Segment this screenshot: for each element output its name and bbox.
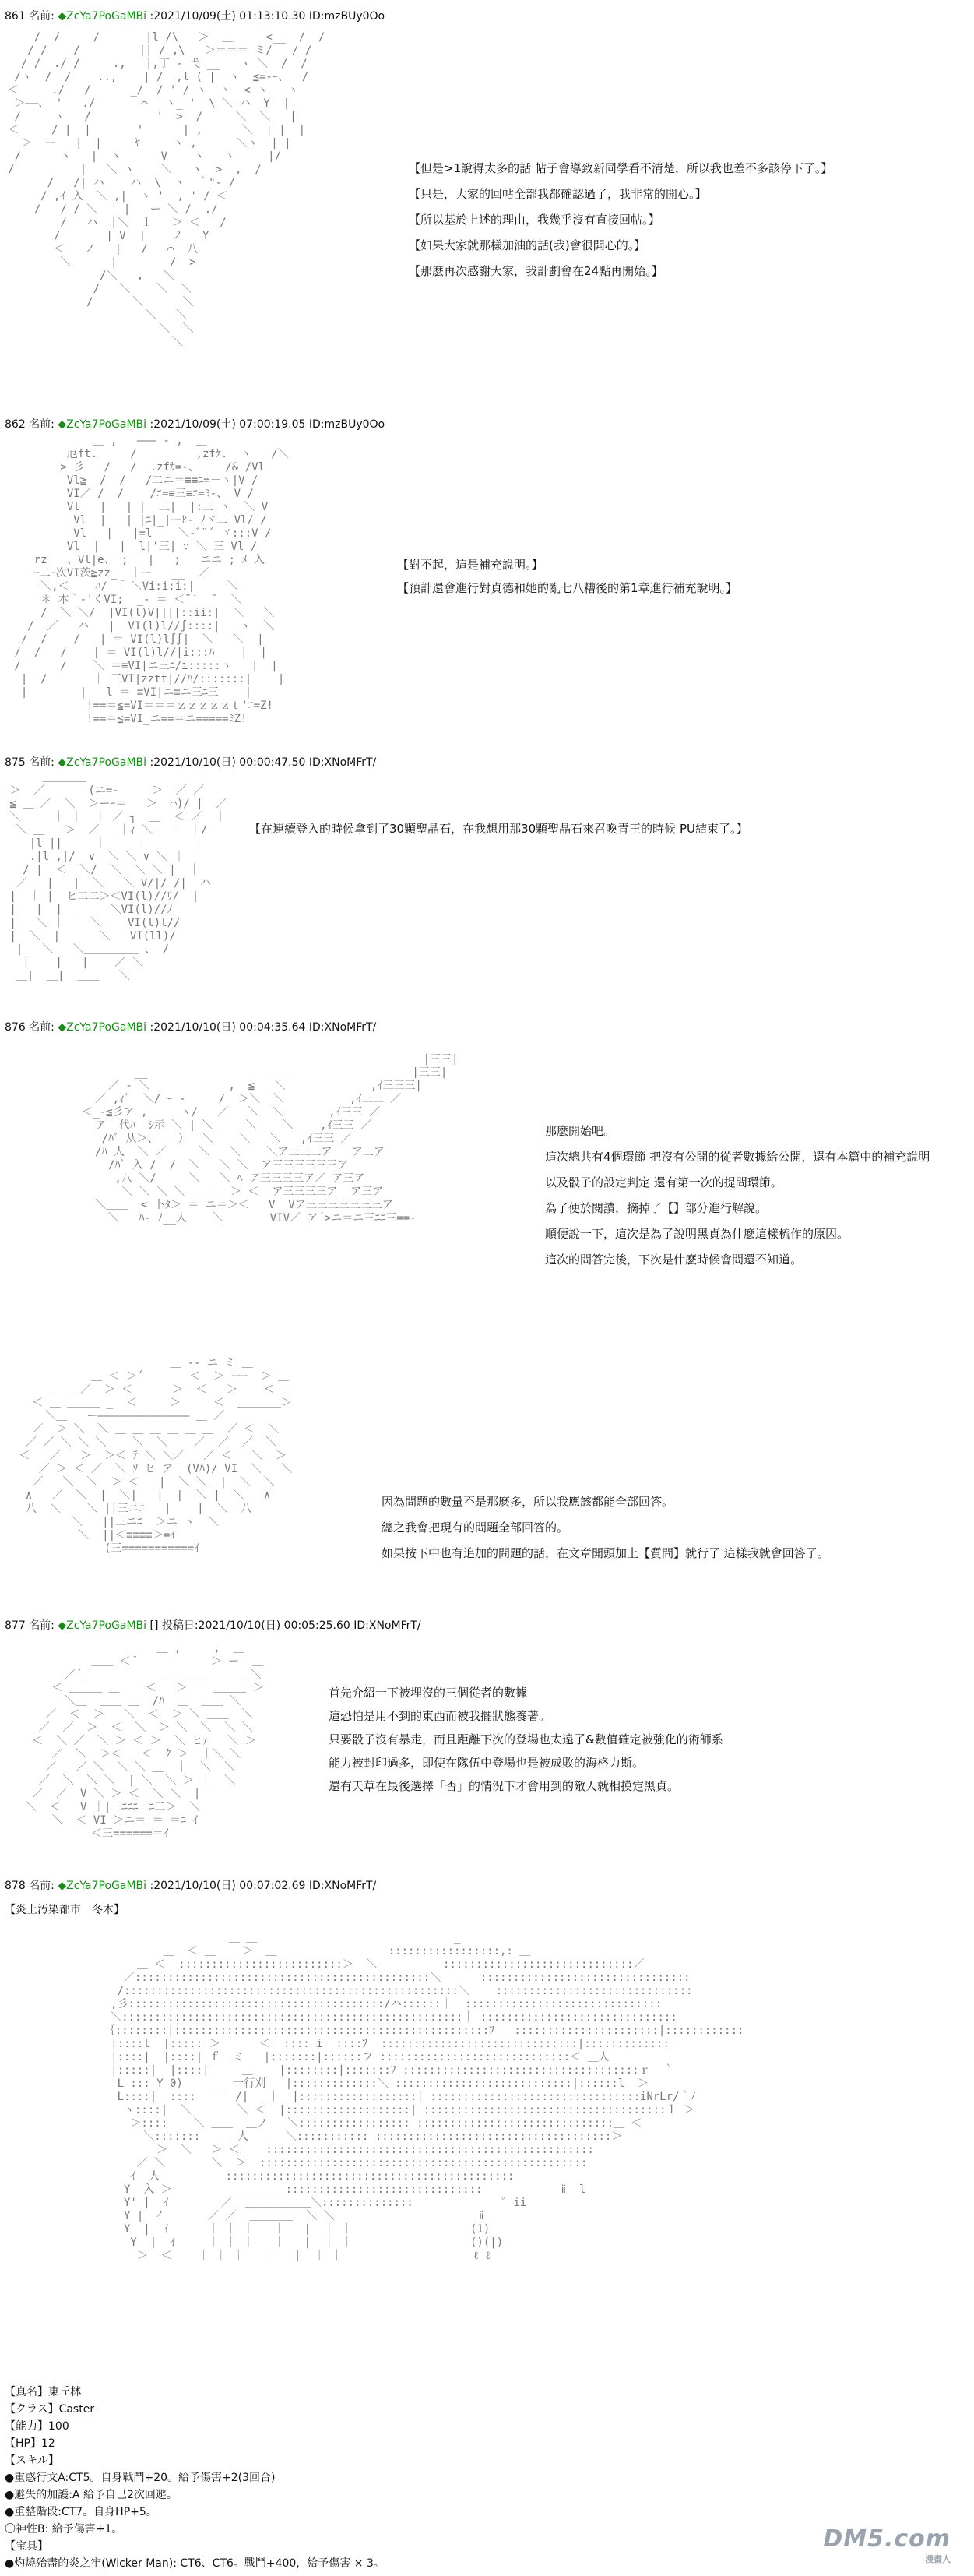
servant-stats [5,2384,385,2572]
text-line: 首先介紹一下被埋沒的三個從者的數據 [329,1686,528,1700]
name-label: 名前: [29,10,55,23]
text-line: 還有天草在最後選擇「否」的情況下才會用到的敵人就相摸定黑貞。 [329,1779,680,1793]
text-line: 總之我會把現有的問題全部回答的。 [382,1521,569,1535]
ascii-art: / / / |l /\ ＞ ＿ <__ / / / / / || / ,\ ＞＝＝＝ ミ/ / / / / ./ / ., |,丁 ‐ 弋 __ ヽ ＼ / / /ヽ / / .., | / ,l ( | ヽ ≦=‐ｰ、 / ＜ ./ / _/ / ' / ヽ ヽ < ヽ ヽ ＞――、 ' ./ ⌒￣ ヽ_ ' \ ＼ ハ Y | / ヽ / ' > / ＼ ＼ | ＜ / | | ' | , ＼ | | | ＞ ー | | ﾔ ヽ , ＼ヽ | | / ヽ | ヽ V ヽ ヽ |/ / | ＼ ヽ ＼ ヽ > , / / /| ハ ハ \ ヽ ｀"‐ / / ,ｲ 入 ＼ ,| ヽ ' , ' / ＜ / / / ＼ | ー ＼ / ./ / ハ |＼ ｌ ＞ ＜ / / | V | ノ Y ＜ ノ | / ⌒ 八 ＼ | / > /＼ , ＼ / ＼ ＼ ＼ / ＼ ＼ ＼ ＼ ＼ ＼ ＼ [8,31,325,348]
stat-line: 【スキル】 [5,2454,59,2467]
watermark-subtext: 漫畫人 [925,2554,951,2564]
post-number: 862 [5,418,26,431]
stat-line: ●避失的加護:A 給予自己2次回避。 [5,2489,178,2501]
text-line: 【如果大家就那樣加油的話(我)會很開心的。】 [409,238,646,252]
stat-line: ●重惑行文A:CT5。自身戰鬥+20。給予傷害+2(3回合) [5,2472,276,2484]
location-subtitle: 【炎上汚染都市 冬木】 [5,1904,125,1916]
text-line: 這恐怕是用不到的東西而被我擺狀態養著。 [329,1709,551,1723]
post-number: 876 [5,1021,26,1034]
name-label: 名前: [29,1619,55,1632]
post-text [545,1119,930,1273]
post-number: 877 [5,1619,26,1632]
name-label: 名前: [29,1021,55,1034]
text-line: 【在連續登入的時候拿到了30顆聖晶石，在我想用那30顆聖晶石來召喚青王的時候 PU結束了。】 [249,822,748,836]
tripcode[interactable]: ◆ZcYa7PoGaMBi [58,1619,147,1632]
post-header [5,1877,376,1893]
post-header [5,1019,376,1034]
text-line: 【對不起，這是補充說明。】 [397,558,543,572]
stat-line: ●灼燒殆盡的炎之牢(Wicker Man): CT6、CT6。戰鬥+400，給予傷害 × 3。 [5,2557,385,2570]
text-line: 為了便於閱讀，摘掉了【】部分進行解說。 [545,1201,768,1215]
post-header [5,1617,421,1633]
stat-line: 〇神性B: 給予傷害+1。 [5,2523,123,2535]
text-line: 如果按下中也有追加的問題的話，在文章開頭加上【質問】就行了 這樣我就會回答了。 [382,1546,829,1560]
text-line: 【那麽再次感謝大家，我計劃會在24點再開始。】 [409,264,663,278]
post-text [382,1489,829,1566]
text-line: 【預計還會進行對貞德和她的亂七八糟後的第1章進行補充說明。】 [397,581,738,595]
post-number: 878 [5,1880,26,1892]
ascii-art: ＿ ＿ _ ＿ ＜ ＿ ＞ ＿ :::::::::::::::::,: ＿ ＿ ＜ :::::::::::::::::::::::::＞ ＼ :::::::::::::::::::::::::::::／ ／:::::::::::::::::::::::::::::::::::::::::::::＼ :::::::::::::::::::::::::::::::: /:::::::::::::::::::::::::::::::::::::::::::::::::::＼ :::::::::::::::::::::::::::::: ,彡:::::::::::::::::::::::::::::::::::::::/ハ::::::｜ :::::::::::::::::::::::::::::: ＼::::::::::::::::::::::::::::::::::::::::::::::::::::｜ :::::::::::::::::::::::::::::: ｛::::::::|::::::::::::::::::::::::::::::::::::::::::::::::ﾌ ::::::::::::::::::::::|:::::::::::: |::::l |::::: ＞ ＜ :::: i ::::ﾌ ::::::::::::::::::::::::::::::|::::::::::::: |::::| |::::| ｆ ミ |:::::::|::::::フ :::::::::::::::::::::::::::::＜ ＿人_ |:::::| |::::| ＿ |::::::::|:::::::ﾌ ::::::::::::::::::::::::::::::::::::ｒ ｀ L ::: Y 0) ＿ 一行刈 |:::::::::::::＼ :::::::::::::::::::::::::::|::::::l ＞ L::::| :::: /| ｜ |::::::::::::::::::| ::::::::::::::::::::::::::::::::iNrLr/｀ﾉ ヽ::::| ＼ ＼ ＜ |:::::::::::::::::::| :::::::::::::::::::::::::::::::::::::ｌ ＞ ＞:::: ＼ ＿＿ ＿ノ ＼::::::::::::::::: ::::::::::::::::::::::::::::::＿ ＜ ＼::::::: ＿ 人 ＿ ＼::::::::::: ::::::::::::::::::::::::::::::::::::＞ ＞ ＼ ＞ ＜ :::::::::::::::::::::::::::::::::::::::::::::::::: ／ ＼ ＼ ＞ :::::::::::::::::::::::::::::::::::::::::::::::::: ｲ 人 :::::::::::::::::::::::::::::::::::::::::::: Y 入 ＞ ＿＿＿＿＿:::::::::::::::::::::::::::::: ⅱ l Y' | ｲ ／ ＿＿＿＿＿＿＼:::::::::::::: ﾟ ii Y | ｲ ／ ／ ＿＿＿＿ ＼ ＼ ⅱ Y | ｲ ｜ ｜ ｜ ｜ | ｜ ｜ (1) Y | ｲ ｜ ｜ ｜ ｜ | ｜ ｜ ()(|) ＞ ＜ ｜ ｜ ｜ ｜ | ｜ ｜ ℓ ℓ [104,1932,744,2262]
post-text [397,553,737,600]
name-label: 名前: [29,418,55,431]
tripcode[interactable]: ◆ZcYa7PoGaMBi [58,1880,147,1892]
text-line: 那麽開始吧。 [545,1124,616,1138]
text-line: 【但是>1說得太多的話 帖子會導致新同學看不清楚，所以我也差不多該停下了。】 [409,161,833,175]
post-header [5,416,385,432]
stat-line: 【クラス】Caster [5,2403,95,2416]
post-datetime: :2021/10/09(土) 01:13:10.30 ID:mzBUy0Oo [149,10,385,23]
ascii-art: ＿＿＿＿ ＞ ／ ＿ (ニ=- ＞ ／ ／ ≦ ＿ ／ ＼ ＞ーｰ＝ ＞ ⌒)/ | ／ ＼ ｜ ｜ ｜ ／ ┐ ＿ ＜ ／ ｜ ＼ ＿ ＞ ／ ｜ｨ ＼ ｜ ｜/ |l || ｜ ｜ ｜ ｜ .|l ,|/ ∨ ＼ ＼ ∨ ＼ ｜ / | ＜ ＼/ ＼ ＼ ＼ | ｜ ／ | | ＼ ＼ V/|/ /| ハ | ｜ | ヒ二二＞＜VI(l)//ﾘ/ | | | | ＿＿ ＼VI(l)//ﾉ | ＼ ｜ ＼ VI(l)l// | ＼ | ＼ VI(ll)/ | ＼ ＼＿＿＿＿＿ 、 / | | | ／ ＼ ＿| ＿| ＿＿ ＼ [9,771,227,982]
tripcode[interactable]: ◆ZcYa7PoGaMBi [58,756,147,769]
ascii-art: ＿ -‐ ニ ミ ＿ ＿ ＜ ＞´ ＜ ＞ ーｰ ＞ ＿ ＿＿ ／ ＞ ＜ ＞ ＜ ＞ ＜ ＿ ＜ ＿ ＿＿＿ _ ＜ ＞ ＜ ＿＿＿＿＞ ＼＿ ー―――――――――――――― ＿ ／ ／ ＞ ＼ ＼ ＿ ＿ ＿ ＿ ＿ ＿ ／ ＜ ＼ ／ ／ ＼ ＼ ＼ ＼ ＼ ／ ／ ／ ＼ ＜ ／ ＞ ＞＜ ﾃ ＼ ＼／ ／ ＜ ＼ ＞ ／ ＞ ＜ ／ ＼ ｿ ヒ ア (Vﾊ)/ VI ＼ ＼ ／ ＼ ＼ ＞ ＜ | ＼ ＼ | ＼ ＼ ∧ ／ ＼ | ＼| | | ＼ | ＼ ∧ 八 ＼ ＼ ||三ニﾆ | | ＼ 八 ＼ ||三ニﾆ ＞ニ ヽ ＼ ＼ ||＜≡≡≡≡＞=ｲ (三===========ｲ [19,1357,293,1555]
post-number: 861 [5,10,26,23]
stat-line: 【能力】100 [5,2420,69,2433]
text-line: 因為問題的數量不是那麽多，所以我應該都能全部回答。 [382,1495,674,1509]
text-line: 以及骰子的設定判定 還有第一次的提問環節。 [545,1175,782,1189]
tripcode[interactable]: ◆ZcYa7PoGaMBi [58,10,147,23]
stat-line: 【真名】東丘林 [5,2386,81,2398]
text-line: 順便說一下，這次是為了說明黑貞為什麽這樣梳作的原因。 [545,1227,849,1241]
post-number: 875 [5,756,26,769]
ascii-art: ＿ , ――― ‐ , ＿ 厄ft. / ,zfｹ. ヽ /＼ > 彡 / / .zfｶ=-、 /& /Vl Vl≧ / / /二ニ＝≡≡ﾆ=－ヽ|V / VI／ / / /ﾆ=≡三≡ﾆ=ﾐ-、 V / Vl | | | 三| |:三 ヽ ＼ V Vl | | |ﾆ|_|ーﾋ- ﾉヾ二 Vl/ / Vl | |=l ＼-ﾞ¨´ ヾ:::V / Vl | | l|'三| ∵ ＼ 三 Vl / rz 、Vl|e、 ; | ; ニニ ; ﾒ 入 ｰ二ｰ次VI茨≧zz_ ｜ー __ ／ ＼,＜ ﾊ/ 「 ＼Vi:i:i:| ＼ ＊ 本｀-'くVI; _- ＝ ＜¨´ ̄ ＼ / ＼ ＼/ |VI(l)V||||::ii:| ＼ ＼ / ／ ハ | VI(l)l//∫::::| ヽ ＼ / / / | ＝ VI(l)l∫∫| ＼ ＼ | / / / | ＝ VI(l)l//|i:::ﾊ | | / / ＼ ＝≡VI|ニ三ﾆ/i:::::ヽ | | | / ｜ 三VI|zztt|//ﾊ/:::::::| | | | l ＝ ≡VI|ニ≡ニ三ﾆ三 | !==＝≦=VI＝＝＝ｚｚｚｚｚｔ'ﾆ=Z! !==＝≦=VI_ニ==＝ニ=====ﾐZ! [14,435,289,725]
post-text [329,1681,723,1798]
post-datetime: :2021/10/10(日) 00:04:35.64 ID:XNoMFrT/ [149,1021,377,1034]
site-watermark [823,2525,951,2565]
post-datetime: :2021/10/10(日) 00:07:02.69 ID:XNoMFrT/ [149,1880,377,1892]
post-text [249,816,747,842]
tripcode[interactable]: ◆ZcYa7PoGaMBi [58,418,147,431]
text-line: 【只是，大家的回帖全部我都確認過了，我非常的開心。】 [409,187,707,201]
post-header [5,8,385,23]
ascii-art: |三三| __ ＿＿ |三三| ／ ‐ ＼ , ≦ ＼ ,ｲ三三三| ／ ,ｨﾞ ＼/ ｰ ‐ / ＞＼ ＼ ,ｲ三三 ／ ＜_-≦彡ア , ヽ/ ／ ＼ ＼ ,ｲ三三 ／ ア 代ﾊ ｼ示 ＼ | ＼ ＼ ＼ ,ｲ三三 ／ /ﾊﾞ 从＞、 ） ＼ ＼ ＼ ,ｲ三三 ／ /ﾊ 人 ＼ ／ ＼ ＼ ＼ア三三三ア ア三ア /ﾊﾞ 入 / / ＼ ＼ ＼ ア三三三三三三ア ,八 ＼/ ＼ ＼ ﾍ ア三三三三ア／ ア三ア ＼ ＼ ＼ ＼＿＿＿ ＞ ＜ ア三三三三ア ア三ア ＼＿＿ < 卜ﾀ＞ ＝ ニ＝＞＜ V Vア三三三三三三三ア ＼ ﾊ‐ ﾉ__人 ＼ VIV／ ア´>ニ＝ニ三ﾆﾆ三==‐ [82,1053,459,1225]
post-datetime: :2021/10/09(土) 07:00:19.05 ID:mzBUy0Oo [149,418,385,431]
post-datetime: [] 投稿日:2021/10/10(日) 00:05:25.60 ID:XNoMFrT/ [149,1619,421,1632]
ascii-art: ＿ , , ＿ ＿＿ ＜ ﾞ ＞ ー ＿ ／´＿＿＿＿＿＿＿ ＿ ＿ ＿＿＿＿ ＼ ＜ ＿＿＿ ＿ ＜ ＞ ＿＿＿ ＞ ＼＿ ＿＿ ＿ /ﾊ ＿ ＿＿ ＼ ／ ＜ ＞ ＼ ＜ ＞ ＼ ＿＿ ＼ ／ ／ ＞ ＜ ＼ ＞ ＼ ＼ ＼ ＼ ＜ ＼ ／ ＼ ＞ ＜ ＞ ＼ ヒｧ ＼ ＞ ／ ＼ ＞＜ ＜ ｸ ＞ ｜＼ ＼ ／ ／ ＼ ＼ ＼ ＿ ｜ ＼ ＼ ／ ＼ ＼ ＼ | ＼ ＼ ＞ ｜ ＼ ／ ／ V ＼ ＞ ＜ ＼ ＼ | ＼ ＜ V ｜|三ﾆﾆﾆ三ﾆ二＞ ＼ ＼ ＜ VI ＞ニ＝ ＝ ＝ﾆ ｲ ＜三======＝ｲ [25,1642,264,1840]
post-datetime: :2021/10/10(日) 00:00:47.50 ID:XNoMFrT/ [149,756,377,769]
name-label: 名前: [29,1880,55,1892]
stat-line: ●重整階段:CT7。自身HP+5。 [5,2506,157,2518]
stat-line: 【HP】12 [5,2437,55,2450]
tripcode[interactable]: ◆ZcYa7PoGaMBi [58,1021,147,1034]
post-text [409,156,832,284]
post-header [5,754,376,770]
text-line: 這次的問答完後，下次是什麽時候會問還不知道。 [545,1253,803,1267]
text-line: 【所以基於上述的理由，我幾乎沒有直接回帖。】 [409,213,660,227]
stat-line: 【宝具】 [5,2540,48,2553]
name-label: 名前: [29,756,55,769]
text-line: 這次總共有4個環節 把沒有公開的從者數據給公開，還有本篇中的補充說明 [545,1150,930,1164]
text-line: 能力被封印過多，即使在隊伍中登場也是被成敗的海格力斯。 [329,1756,645,1770]
text-line: 只要骰子沒有暴走，而且距離下次的登場也太遠了&數值確定被強化的術師系 [329,1732,723,1746]
watermark-text: DM5.com [823,2525,951,2553]
